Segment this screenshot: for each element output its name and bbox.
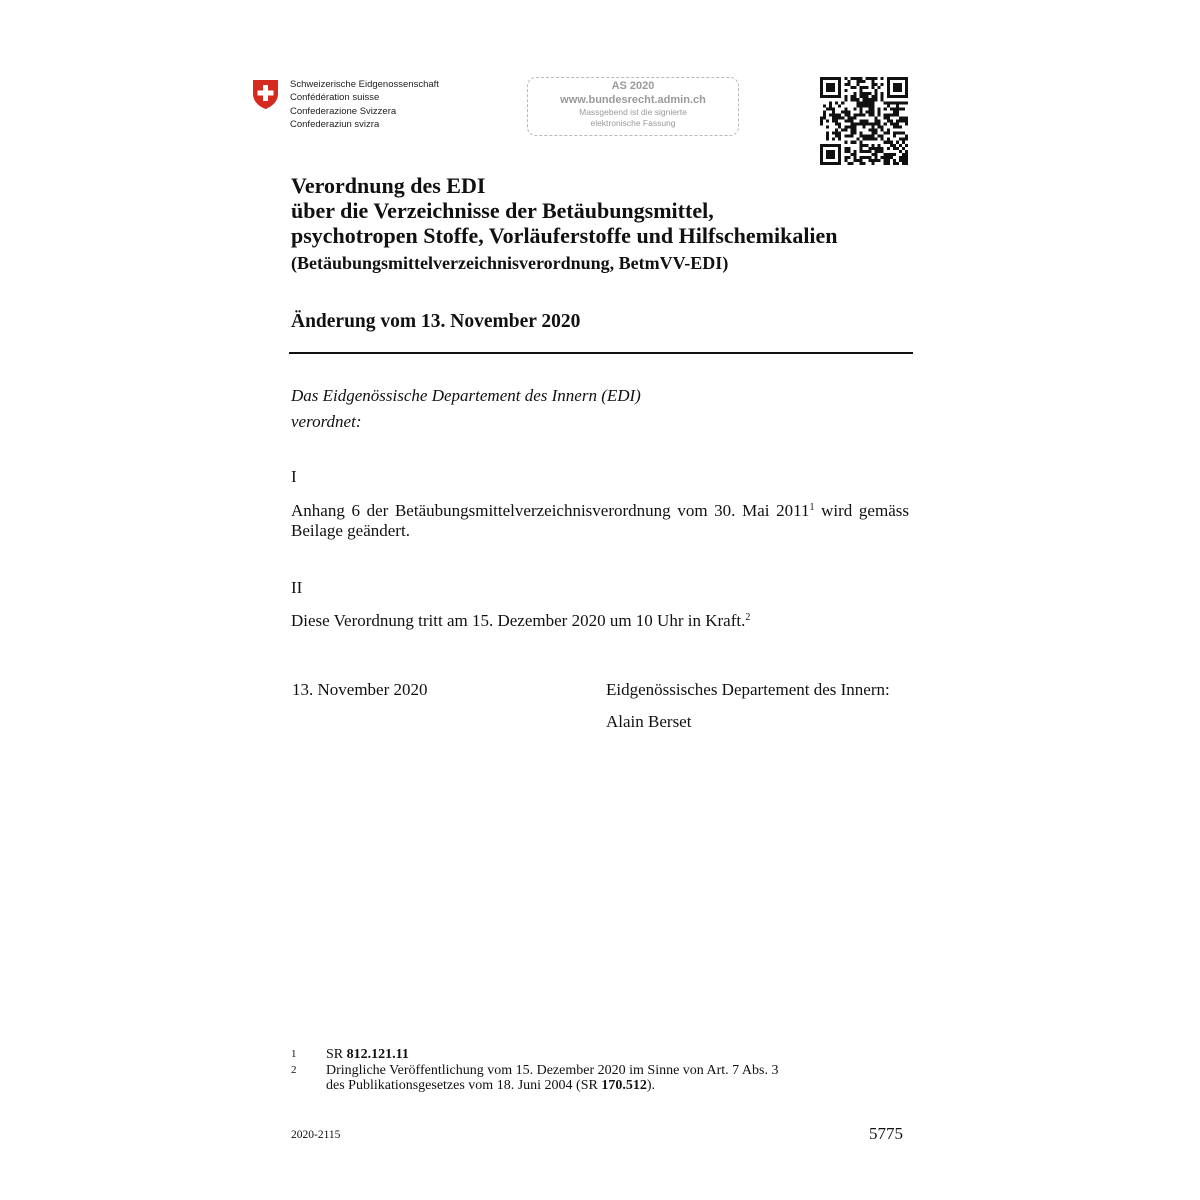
- section-1-body-end: wird gemäss Beilage geändert.: [291, 501, 909, 540]
- page-number: 5775: [869, 1124, 903, 1143]
- section-2-body: Diese Verordnung tritt am 15. Dezember 2020 um 10 Uhr in Kraft.: [291, 611, 746, 630]
- short-title: (Betäubungsmittelverzeichnisverordnung, BetmVV-EDI): [291, 253, 729, 273]
- qr-code-icon: [820, 77, 908, 165]
- document-number: 2020-2115: [291, 1129, 341, 1141]
- confederation-name-rm: Confederaziun svizra: [290, 119, 380, 131]
- title-divider: [289, 352, 913, 354]
- footnote-2-line-2-prefix: des Publikationsgesetzes vom 18. Juni 2004 (SR: [326, 1078, 602, 1093]
- confederation-name-de: Schweizerische Eidgenossenschaft: [290, 79, 439, 90]
- signature-date: 13. November 2020: [292, 680, 428, 699]
- stamp-as-number: AS 2020: [611, 80, 655, 92]
- preamble: [291, 383, 641, 435]
- footnote-1-number: 1: [291, 1048, 297, 1060]
- footnote-2-line-1: Dringliche Veröffentlichung vom 15. Dezember 2020 im Sinne von Art. 7 Abs. 3: [326, 1063, 779, 1078]
- amendment-date-heading: Änderung vom 13. November 2020: [291, 311, 581, 332]
- footnote-2-sr-number: 170.512: [601, 1078, 647, 1093]
- stamp-url: www.bundesrecht.admin.ch: [560, 94, 706, 106]
- signatory-name: Alain Berset: [606, 712, 692, 731]
- preamble-authority: Das Eidgenössische Departement des Innern (EDI): [291, 386, 641, 405]
- section-1-text: [291, 501, 909, 541]
- footnote-2-line-2-suffix: ).: [646, 1078, 655, 1093]
- footnote-1-sr-number: 812.121.11: [346, 1047, 409, 1062]
- footnote-ref-2[interactable]: 2: [745, 612, 751, 623]
- footnote-2-text: [326, 1063, 778, 1093]
- stamp-note-1: Massgebend ist die signierte: [579, 107, 687, 117]
- swiss-cross-shield-icon: [252, 79, 279, 110]
- section-numeral-2: II: [291, 578, 303, 597]
- footnote-1-text: [326, 1047, 409, 1062]
- preamble-verb: verordnet:: [291, 412, 362, 431]
- section-1-body: Anhang 6 der Betäubungsmittelverzeichnisverordnung vom 30. Mai 2011: [291, 501, 810, 520]
- title-line-2: über die Verzeichnisse der Betäubungsmittel,: [291, 198, 714, 223]
- confederation-name-fr: Confédération suisse: [290, 92, 380, 104]
- ordinance-title: [291, 173, 931, 248]
- footnote-ref-1[interactable]: 1: [809, 502, 815, 513]
- publication-stamp: [527, 77, 739, 136]
- confederation-name-it: Confederazione Svizzera: [290, 105, 397, 117]
- confederation-names: [290, 78, 439, 132]
- section-numeral-1: I: [291, 467, 297, 486]
- signature-department: Eidgenössisches Departement des Innern:: [606, 680, 890, 699]
- stamp-note-2: elektronische Fassung: [590, 118, 676, 128]
- title-line-3: psychotropen Stoffe, Vorläuferstoffe und Hilfschemikalien: [291, 223, 838, 248]
- footnote-2-number: 2: [291, 1064, 297, 1076]
- footnote-1-prefix: SR: [326, 1047, 347, 1062]
- title-line-1: Verordnung des EDI: [291, 173, 486, 198]
- section-2-text: [291, 611, 909, 631]
